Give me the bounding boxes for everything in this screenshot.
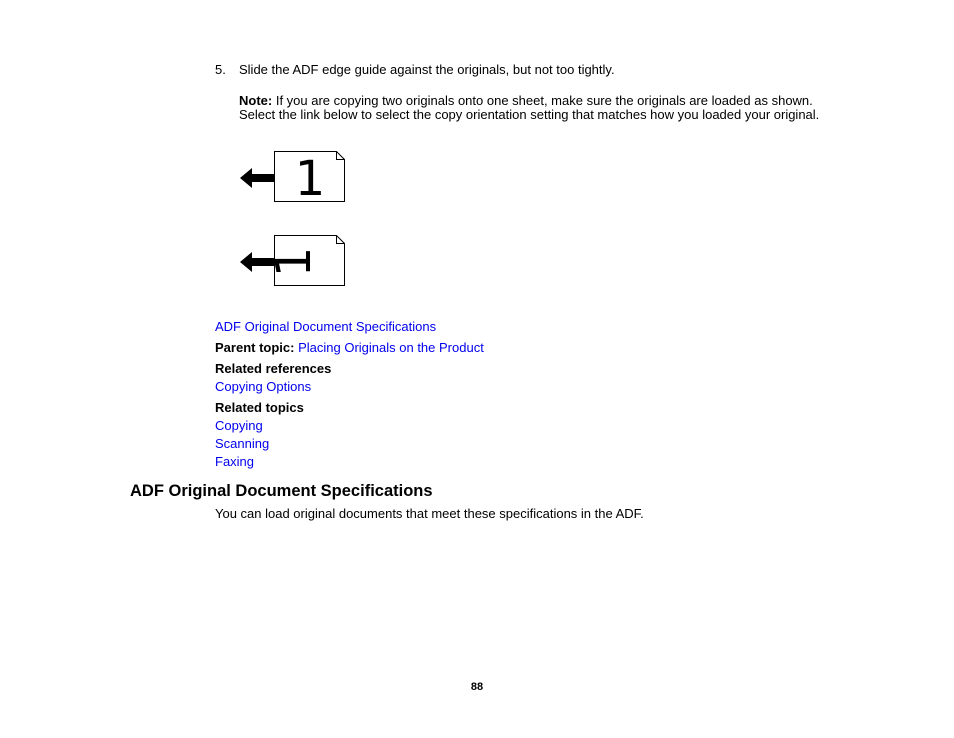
orientation-figure-rotated [240,234,350,293]
related-references-heading: Related references [215,361,332,376]
orientation-figure-upright [240,150,350,209]
orientation-figure-rotated-svg [240,234,350,290]
orientation-figure-upright-svg [240,150,350,206]
related-topic-row [215,436,269,451]
adf-specs-link[interactable]: ADF Original Document Specifications [215,319,437,334]
note-text: If you are copying two originals onto one sheet, make sure the originals are loaded as shown. Select the link below to select the copy orientation setting that matches how you loaded your original. [239,93,820,122]
section-body: You can load original documents that meet these specifications in the ADF. [215,506,644,521]
parent-topic-link[interactable]: Placing Originals on the Product [298,340,484,355]
note-label: Note: [239,93,273,108]
copying-options-row [215,379,311,394]
copying-options-link[interactable]: Copying Options [215,379,312,394]
faxing-link[interactable]: Faxing [215,454,255,469]
step-number: 5. [215,62,226,77]
parent-topic-label: Parent topic: [215,340,295,355]
related-topic-row [215,454,254,469]
step-5 [215,62,615,77]
related-topics-heading: Related topics [215,400,304,415]
page-number: 88 [470,681,484,693]
step-text: Slide the ADF edge guide against the originals, but not too tightly. [239,62,615,77]
related-topic-row [215,418,263,433]
parent-topic-row [215,340,484,355]
copying-link[interactable]: Copying [215,418,263,433]
figure-digit: 1 [294,151,326,206]
section-heading: ADF Original Document Specifications [130,482,433,500]
scanning-link[interactable]: Scanning [215,436,270,451]
left-arrow-icon [240,168,278,188]
note [239,94,829,122]
figure-digit: 1 [266,246,322,278]
adf-specs-row [215,319,436,334]
